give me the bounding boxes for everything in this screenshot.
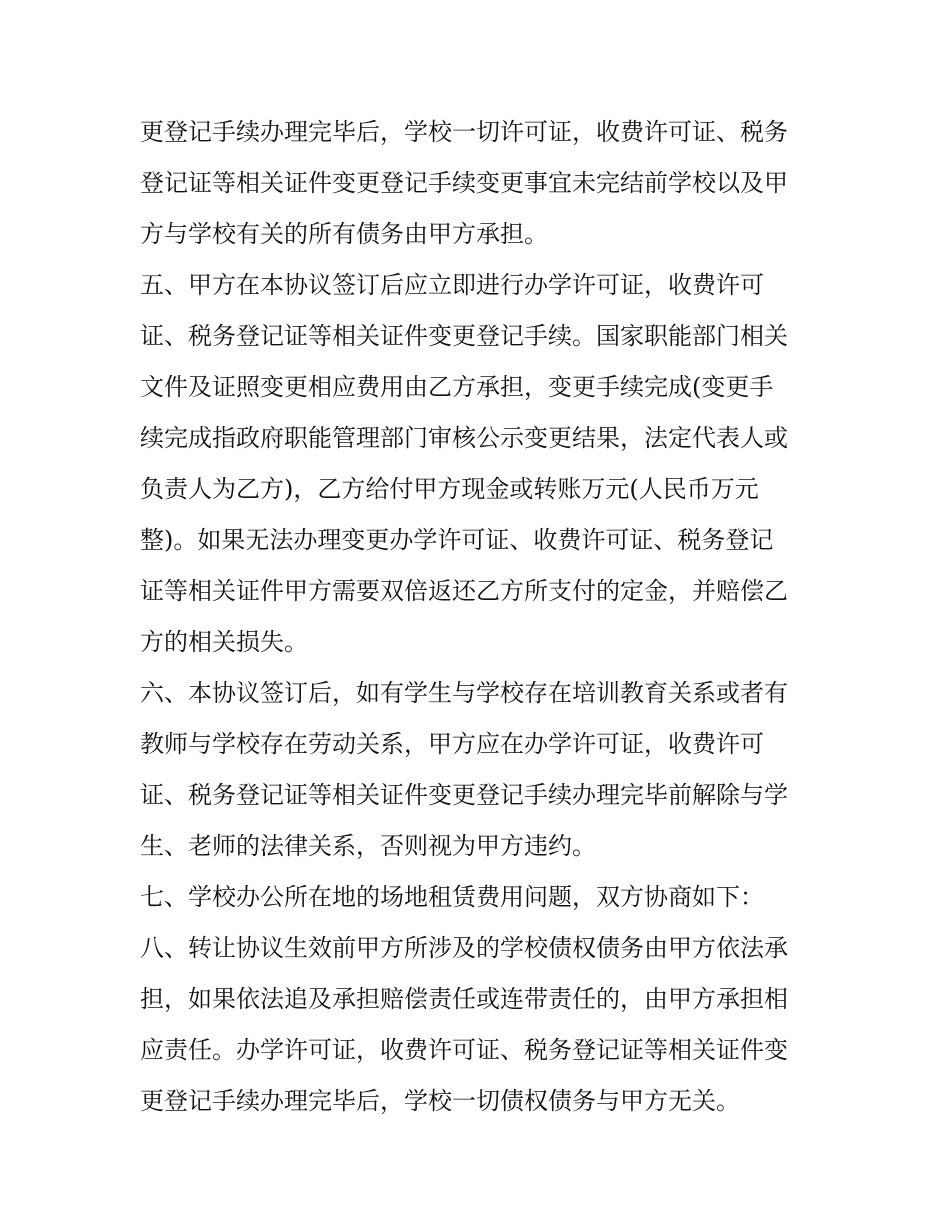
text-line: 方与学校有关的所有债务由甲方承担。 (140, 220, 548, 248)
text-line: 五、甲方在本协议签订后应立即进行办学许可证，收费许可 (140, 271, 764, 299)
text-line: 登记证等相关证件变更登记手续变更事宜未完结前学校以及甲 (140, 169, 788, 197)
text-line: 担，如果依法追及承担赔偿责任或连带责任的，由甲方承担相 (140, 985, 788, 1013)
text-line: 八、转让协议生效前甲方所涉及的学校债权债务由甲方依法承 (140, 934, 788, 962)
text-line: 更登记手续办理完毕后，学校一切许可证，收费许可证、税务 (140, 118, 788, 146)
text-line: 证、税务登记证等相关证件变更登记手续办理完毕前解除与学 (140, 781, 788, 809)
text-line: 更登记手续办理完毕后，学校一切债权债务与甲方无关。 (140, 1087, 740, 1115)
text-line: 六、本协议签订后，如有学生与学校存在培训教育关系或者有 (140, 679, 788, 707)
document-body (140, 107, 820, 1127)
text-line: 教师与学校存在劳动关系，甲方应在办学许可证，收费许可 (140, 730, 764, 758)
text-line: 负责人为乙方)，乙方给付甲方现金或转账万元(人民币万元 (140, 475, 759, 503)
text-line: 证、税务登记证等相关证件变更登记手续。国家职能部门相关 (140, 322, 788, 350)
text-line: 应责任。办学许可证，收费许可证、税务登记证等相关证件变 (140, 1036, 788, 1064)
text-line: 整)。如果无法办理变更办学许可证、收费许可证、税务登记 (140, 526, 774, 554)
text-line: 方的相关损失。 (140, 628, 308, 656)
text-line: 证等相关证件甲方需要双倍返还乙方所支付的定金，并赔偿乙 (140, 577, 788, 605)
text-line: 续完成指政府职能管理部门审核公示变更结果，法定代表人或 (140, 424, 788, 452)
text-line: 生、老师的法律关系，否则视为甲方违约。 (140, 832, 596, 860)
text-line: 七、学校办公所在地的场地租赁费用问题，双方协商如下： (140, 883, 764, 911)
text-line: 文件及证照变更相应费用由乙方承担，变更手续完成(变更手 (140, 373, 774, 401)
